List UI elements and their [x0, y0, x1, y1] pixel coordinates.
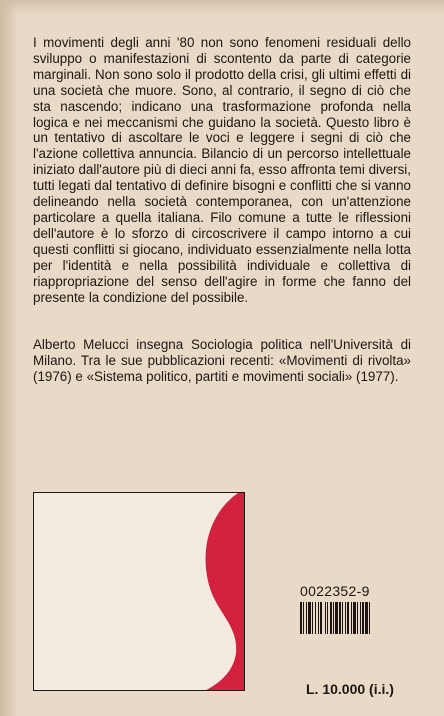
publisher-logo-icon	[33, 492, 245, 691]
red-s-curve-shape	[202, 493, 245, 691]
barcode-bar	[345, 602, 346, 634]
author-bio-text: Alberto Melucci insegna Sociologia politica nell'Università di Milano. Tra le sue pubblicazioni recenti: «Movimenti di rivolta» (1976) e «Sistema politico, partiti e movimenti sociali» (1977).	[33, 337, 411, 384]
barcode-bar	[347, 602, 349, 634]
barcode-bar	[303, 602, 304, 634]
barcode-bar	[325, 602, 326, 634]
barcode-bar	[360, 602, 361, 634]
barcode-bar	[333, 602, 334, 634]
barcode-bar	[365, 602, 368, 634]
barcode-bar	[357, 602, 358, 634]
barcode-bar	[308, 602, 311, 634]
blurb-text: I movimenti degli anni '80 non sono fenomeni residuali dello sviluppo o manifestazioni di scontento da parte di categorie marginali. Non sono solo il prodotto della crisi, gli ultimi effetti di una società che muore. Sono, al contrario, il segno di ciò che sta nascendo; indicano una trasformazione profonda nella logica e nei meccanismi che guidano la società. Questo libro è un tentativo di ascoltare le voci e leggere i segni di ciò che l'azione collettiva annuncia. Bilancio di un percorso intellettuale iniziato dall'autore più di dieci anni fa, esso affronta temi diversi, tutti legati dal tentativo di definire bisogni e conflitti che si vanno delineando nella società contemporanea, con un'attenzione particolare a quella italiana. Filo comune a tutte le riflessioni dell'autore è lo sforzo di circoscrivere il campo intorno a cui questi conflitti si giocano, individuato essenzialmente nella lotta per l'identità e nella possibilità individuale e collettiva di riappropriazione del senso dell'agire in forme che fanno del presente la condizione del possibile.	[33, 35, 411, 305]
barcode-bar	[339, 602, 341, 634]
barcode-bar	[335, 602, 338, 634]
barcode-bar	[362, 602, 364, 634]
barcode-bar	[312, 602, 313, 634]
barcode-bar	[306, 602, 307, 634]
price-label: L. 10.000 (i.i.)	[306, 681, 394, 697]
barcode-bar	[327, 602, 328, 634]
barcode-bar	[351, 602, 352, 634]
barcode-bar	[369, 602, 370, 634]
isbn-code: 0022352-9	[300, 583, 370, 599]
barcode-bar	[315, 602, 316, 634]
barcode-bar	[353, 602, 356, 634]
barcode-icon	[300, 602, 406, 634]
barcode-bar	[300, 602, 302, 634]
barcode-bar	[330, 602, 332, 634]
barcode-bar	[318, 602, 319, 634]
barcode-bar	[320, 602, 322, 634]
barcode-bar	[342, 602, 343, 634]
